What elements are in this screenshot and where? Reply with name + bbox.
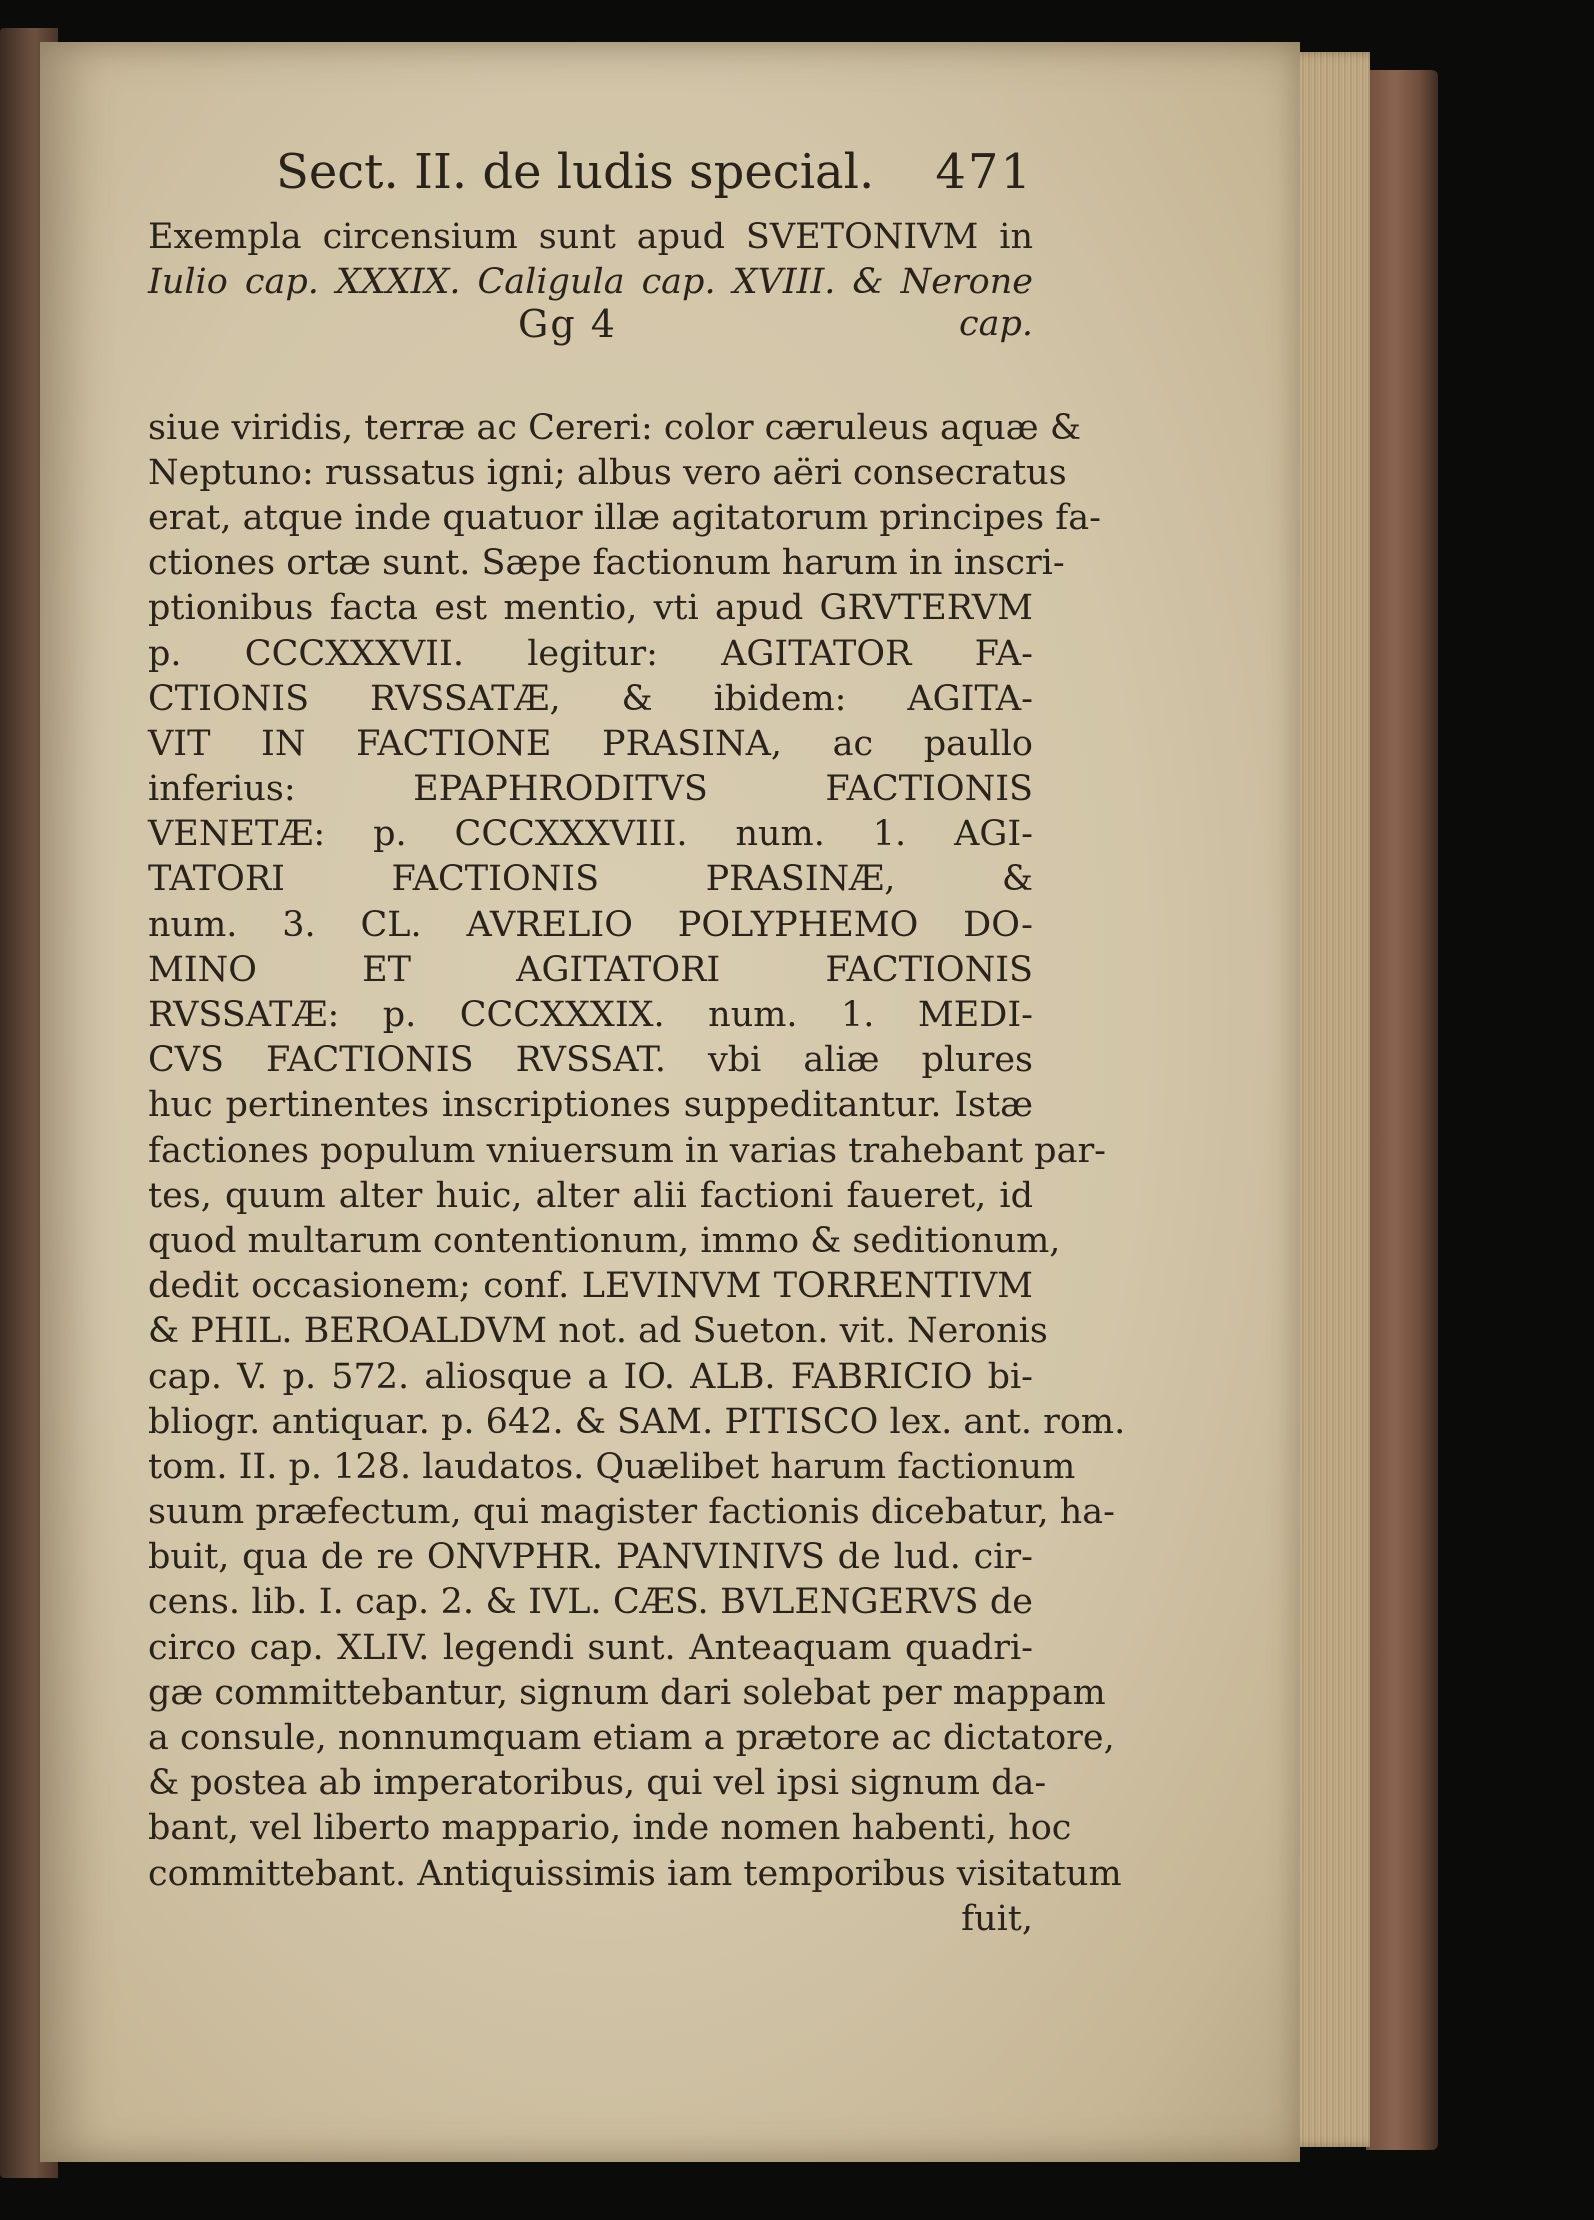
footnote-line: Iulio cap. XXXIX. Caligula cap. XVIII. & Nerone xyxy=(148,262,1033,303)
text-line: VIT IN FACTIONE PRASINA, ac paullo xyxy=(148,723,1033,764)
text-line: siue viridis, terræ ac Cereri: color cæruleus aquæ & xyxy=(148,407,1081,448)
main-text-block xyxy=(148,406,1126,1942)
text-line: ctiones ortæ sunt. Sæpe factionum harum in inscri- xyxy=(148,543,1065,584)
text-line: a consule, nonnumquam etiam a prætore ac dictatore, xyxy=(148,1718,1115,1759)
text-line: num. 3. CL. AVRELIO POLYPHEMO DO- xyxy=(148,904,1033,945)
text-line: quod multarum contentionum, immo & seditionum, xyxy=(148,1220,1061,1261)
text-line: ptionibus facta est mentio, vti apud GRVTERVM xyxy=(148,588,1033,629)
text-line: tom. II. p. 128. laudatos. Quælibet harum factionum xyxy=(148,1446,1076,1487)
text-line: CTIONIS RVSSATÆ, & ibidem: AGITA- xyxy=(148,678,1033,719)
text-line: VENETÆ: p. CCCXXXVIII. num. 1. AGI- xyxy=(148,814,1033,855)
text-line: erat, atque inde quatuor illæ agitatorum principes fa- xyxy=(148,497,1101,538)
text-line: gæ committebantur, signum dari solebat per mappam xyxy=(148,1672,1106,1713)
footnote-line: Exempla circensium sunt apud SVETONIVM in xyxy=(148,217,1033,258)
text-line: cap. V. p. 572. aliosque a IO. ALB. FABRICIO bi- xyxy=(148,1356,1033,1397)
page-text xyxy=(148,144,1126,1942)
text-line: MINO ET AGITATORI FACTIONIS xyxy=(148,949,1033,990)
page-number: 471 xyxy=(935,144,1033,200)
text-line: TATORI FACTIONIS PRASINÆ, & xyxy=(148,859,1033,900)
footnote-block xyxy=(148,215,1033,305)
running-header xyxy=(148,144,1033,200)
text-line: bant, vel liberto mappario, inde nomen habenti, hoc xyxy=(148,1808,1072,1849)
text-line: Neptuno: russatus igni; albus vero aëri consecratus xyxy=(148,452,1067,493)
text-line: factiones populum vniuersum in varias trahebant par- xyxy=(148,1130,1107,1171)
text-line: RVSSATÆ: p. CCCXXXIX. num. 1. MEDI- xyxy=(148,995,1033,1036)
catchword: cap. xyxy=(959,303,1033,344)
text-line: tes, quum alter huic, alter alii factioni faueret, id xyxy=(148,1175,1033,1216)
text-line: buit, qua de re ONVPHR. PANVINIVS de lud. cir- xyxy=(148,1537,1033,1578)
text-line: suum præfectum, qui magister factionis dicebatur, ha- xyxy=(148,1492,1115,1533)
text-line: cens. lib. I. cap. 2. & IVL. CÆS. BVLENGERVS de xyxy=(148,1582,1033,1623)
text-line: circo cap. XLIV. legendi sunt. Anteaquam quadri- xyxy=(148,1627,1033,1668)
text-line: p. CCCXXXVII. legitur: AGITATOR FA- xyxy=(148,633,1033,674)
text-line: CVS FACTIONIS RVSSAT. vbi aliæ plures xyxy=(148,1040,1033,1081)
text-line: huc pertinentes inscriptiones suppeditantur. Istæ xyxy=(148,1085,1033,1126)
text-line: & PHIL. BEROALDVM not. ad Sueton. vit. Neronis xyxy=(148,1311,1048,1352)
signature-row xyxy=(148,301,1033,354)
text-line: dedit occasionem; conf. LEVINVM TORRENTIVM xyxy=(148,1266,1033,1307)
signature-mark: Gg 4 xyxy=(518,301,617,346)
text-line: inferius: EPAPHRODITVS FACTIONIS xyxy=(148,769,1033,810)
text-line: committebant. Antiquissimis iam temporibus visitatum xyxy=(148,1853,1122,1894)
text-line: bliogr. antiquar. p. 642. & SAM. PITISCO lex. ant. rom. xyxy=(148,1401,1126,1442)
back-cover-edge xyxy=(1366,70,1438,2150)
text-line: & postea ab imperatoribus, qui vel ipsi signum da- xyxy=(148,1763,1047,1804)
catchword: fuit, xyxy=(961,1898,1033,1939)
running-title: Sect. II. de ludis special. xyxy=(276,144,875,200)
